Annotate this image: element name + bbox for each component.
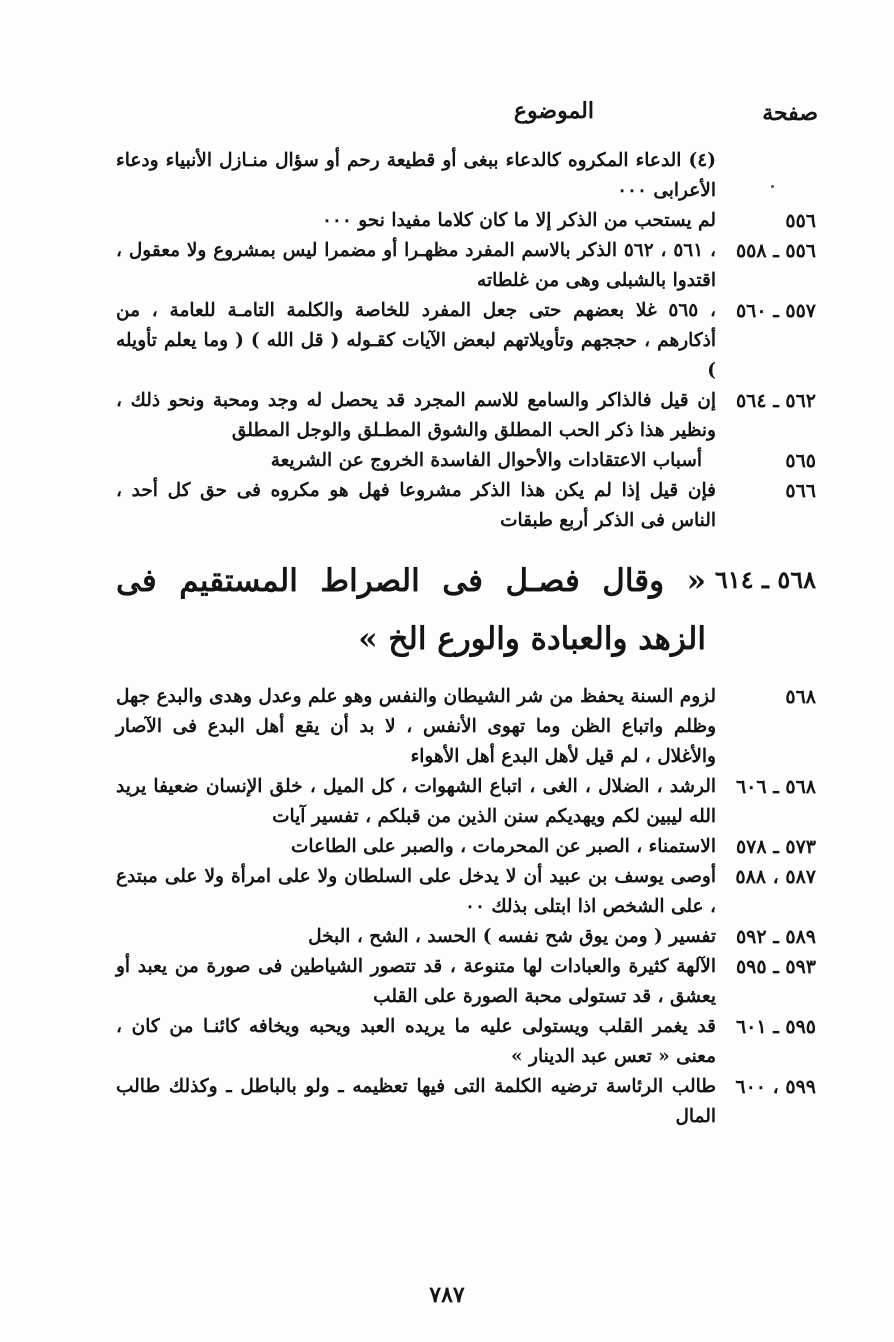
index-entry (116, 922, 816, 952)
entry-list-b (116, 682, 816, 1132)
page-column-heading: صفحة (762, 100, 818, 126)
index-entry (116, 476, 816, 536)
entry-page-range: ٥٥٦ (785, 210, 816, 232)
index-entry (116, 236, 816, 296)
index-entry (116, 952, 816, 1012)
index-entry (116, 832, 816, 862)
entry-topic: لزوم السنة يحفظ من شر الشيطان والنفس وهو علم وعدل وهدى والبدع جهل وظلم واتباع الظن وما تهوى الأنفس ، لا بد أن يقع أهل البدع فى الآصار والأغلال ، لم قيل لأهل البدع أهل الأهواء (116, 686, 716, 767)
entry-page-range: ٥٩٥ ـ ٦٠١ (735, 1016, 816, 1038)
index-content (116, 146, 816, 1132)
page-number: ٧٨٧ (429, 1282, 465, 1308)
entry-page-range: ٥٧٣ ـ ٥٧٨ (735, 836, 816, 858)
entry-topic: قد يغمر القلب ويستولى عليه ما يريده العبد ويحبه ويخافه كائنـا من كان ، معنى « تعس عبد الدينار » (116, 1016, 716, 1067)
entry-list-a (116, 146, 816, 536)
index-entry (116, 296, 816, 386)
entry-page-range: ٥٦٨ ـ ٦٠٦ (735, 776, 816, 798)
index-entry (116, 206, 816, 236)
entry-page-range: ٥٥٦ ـ ٥٥٨ (735, 240, 816, 262)
entry-topic: لم يستحب من الذكر إلا ما كان كلاما مفيدا نحو ٠٠٠ (321, 210, 716, 231)
entry-page-range: ٥٦٥ (785, 450, 816, 472)
entry-page-range: ٥٩٩ ، ٦٠٠ (735, 1076, 816, 1098)
entry-topic: الرشد ، الضلال ، الغى ، اتباع الشهوات ، كل الميل ، خلق الإنسان ضعيفا يريد الله ليبين لكم ويهديكم سنن الذين من قبلكم ، تفسير آيات (116, 776, 716, 827)
index-entry (116, 862, 816, 922)
entry-page-range: ٥٦٨ (785, 686, 816, 708)
entry-topic: الاستمناء ، الصبر عن المحرمات ، والصبر على الطاعات (291, 836, 716, 857)
section-title: « وقال فصـل فى الصراط المستقيم فى الزهد والعبادة والورع الخ » (116, 563, 706, 657)
entry-topic: ، ٥٦٥ غلا بعضهم حتى جعل المفرد للخاصة والكلمة التامـة للعامة ، من أذكارهم ، حججهم وتأويلاتهم لبعض الآيات كقـوله ( قل الله ) ( وما يعلم تأويله ) (116, 300, 716, 381)
index-entry (116, 1072, 816, 1132)
column-header (0, 100, 894, 140)
entry-topic: طالب الرئاسة ترضيه الكلمة التى فيها تعظيمه ـ ولو بالباطل ـ وكذلك طالب المال (116, 1076, 716, 1127)
entry-page-range: ٥٩٣ ـ ٥٩٥ (735, 956, 816, 978)
section-heading (116, 552, 816, 668)
entry-topic: أوصى يوسف بن عبيد أن لا يدخل على السلطان ولا على امرأة ولا على مبتدع ، على الشخص اذا ابتلى بذلك ٠٠ (116, 866, 716, 917)
entry-topic: أسباب الاعتقادات والأحوال الفاسدة الخروج عن الشريعة (270, 450, 702, 471)
section-page-range: ٥٦٨ ـ ٦١٤ (714, 565, 816, 594)
entry-page-range: ٥٦٦ (785, 480, 816, 502)
entry-page-range: ٥٨٩ ـ ٥٩٢ (735, 926, 816, 948)
entry-topic: تفسير ( ومن يوق شح نفسه ) الحسد ، الشح ، البخل (308, 926, 716, 947)
entry-topic: ، ٥٦١ ، ٥٦٢ الذكر بالاسم المفرد مظهـرا أو مضمرا ليس بمشروع ولا معقول ، اقتدوا بالشبلى وهى من غلطاته (116, 240, 716, 291)
entry-page-range: ٥٨٧ ، ٥٨٨ (735, 866, 816, 888)
index-entry (116, 1012, 816, 1072)
index-entry (116, 772, 816, 832)
entry-page-range: ٥٦٢ ـ ٥٦٤ (735, 390, 816, 412)
index-entry (116, 446, 816, 476)
entry-page-range: ٥٥٧ ـ ٥٦٠ (735, 300, 816, 322)
index-entry (116, 386, 816, 446)
entry-topic: (٤) الدعاء المكروه كالدعاء ببغى أو قطيعة رحم أو سؤال منـازل الأنبياء ودعاء الأعرابى ٠٠٠ (116, 150, 716, 201)
entry-topic: إن قيل فالذاكر والسامع للاسم المجرد قد يحصل له وجد ومحبة ونحو ذلك ، ونظير هذا ذكر الحب المطلق والشوق المطـلق والوجل المطلق (116, 390, 716, 441)
entry-topic: فإن قيل إذا لم يكن هذا الذكر مشروعا فهل هو مكروه فى حق كل أحد ، الناس فى الذكر أربع طبقات (116, 480, 716, 531)
index-entry (116, 146, 816, 206)
entry-topic: الآلهة كثيرة والعبادات لها متنوعة ، قد تتصور الشياطين فى صورة من يعبد أو يعشق ، قد تستولى محبة الصورة على القلب (116, 956, 716, 1007)
topic-column-heading: الموضوع (513, 98, 594, 124)
index-entry (116, 682, 816, 772)
